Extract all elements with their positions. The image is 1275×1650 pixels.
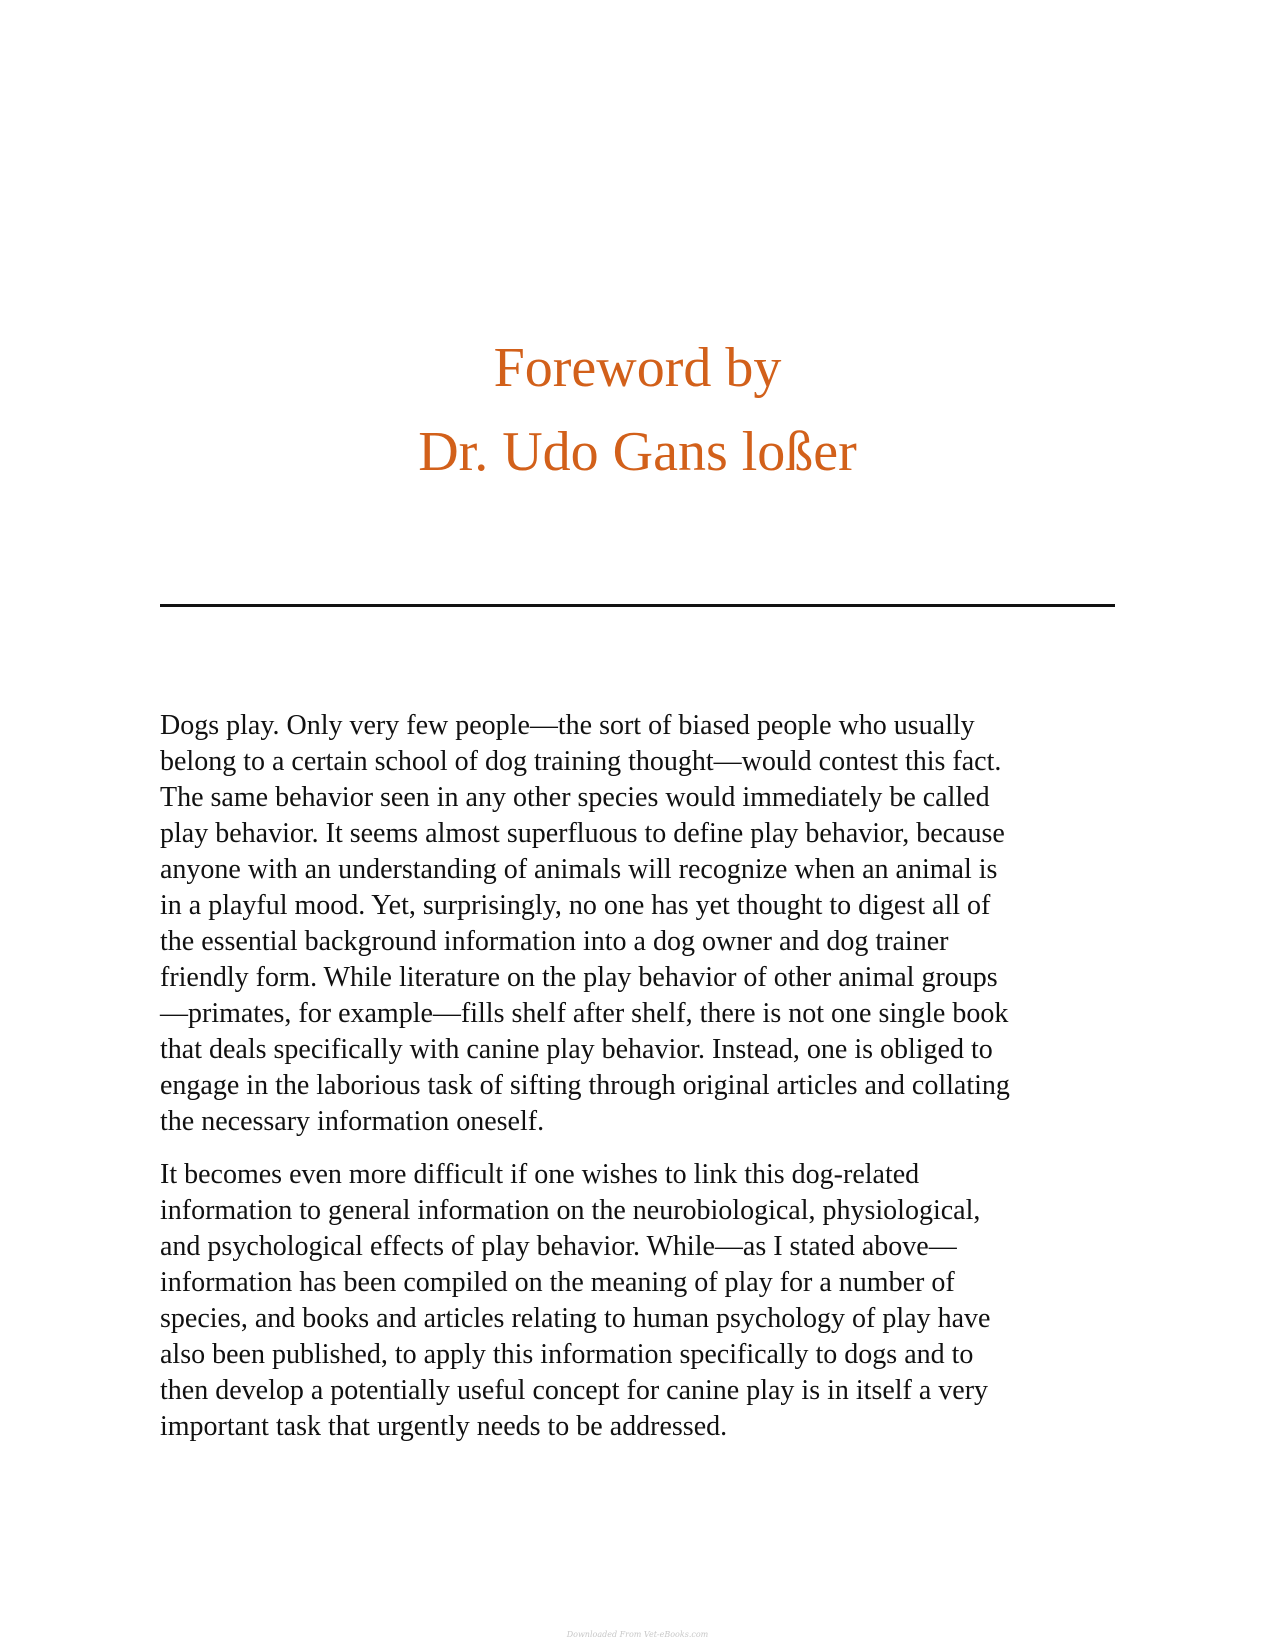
title-line-1: Foreword by — [493, 337, 782, 399]
text-line: important task that urgently needs to be addressed. — [160, 1411, 728, 1442]
text-line: and psychological effects of play behavior. While—as I stated above— — [160, 1231, 957, 1262]
footer-watermark: Downloaded From Vet-eBooks.com — [566, 1630, 709, 1639]
text-line: anyone with an understanding of animals will recognize when an animal is — [160, 854, 998, 885]
horizontal-rule — [160, 604, 1115, 607]
text-line: in a playful mood. Yet, surprisingly, no one has yet thought to digest all of — [160, 890, 991, 921]
foreword-title — [160, 326, 1115, 494]
text-line: information to general information on the neurobiological, physiological, — [160, 1195, 981, 1226]
text-line: engage in the laborious task of sifting through original articles and collating — [160, 1070, 1010, 1101]
text-line: The same behavior seen in any other species would immediately be called — [160, 782, 990, 813]
text-line: friendly form. While literature on the play behavior of other animal groups — [160, 962, 998, 993]
paragraph-2 — [160, 1157, 1115, 1445]
title-line-2: Dr. Udo Gans loßer — [418, 421, 857, 483]
text-line: information has been compiled on the meaning of play for a number of — [160, 1267, 955, 1298]
text-line: belong to a certain school of dog training thought—would contest this fact. — [160, 746, 1002, 777]
text-line: that deals specifically with canine play behavior. Instead, one is obliged to — [160, 1034, 993, 1065]
foreword-body — [160, 708, 1115, 1462]
text-line: It becomes even more difficult if one wishes to link this dog-related — [160, 1159, 920, 1190]
paragraph-1 — [160, 708, 1115, 1140]
text-line: —primates, for example—fills shelf after shelf, there is not one single book — [160, 998, 1009, 1029]
text-line: species, and books and articles relating to human psychology of play have — [160, 1303, 991, 1334]
text-line: play behavior. It seems almost superfluous to define play behavior, because — [160, 818, 1005, 849]
text-line: Dogs play. Only very few people—the sort of biased people who usually — [160, 710, 975, 741]
text-line: also been published, to apply this information specifically to dogs and to — [160, 1339, 974, 1370]
text-line: then develop a potentially useful concept for canine play is in itself a very — [160, 1375, 989, 1406]
text-line: the necessary information oneself. — [160, 1106, 545, 1137]
text-line: the essential background information into a dog owner and dog trainer — [160, 926, 949, 957]
